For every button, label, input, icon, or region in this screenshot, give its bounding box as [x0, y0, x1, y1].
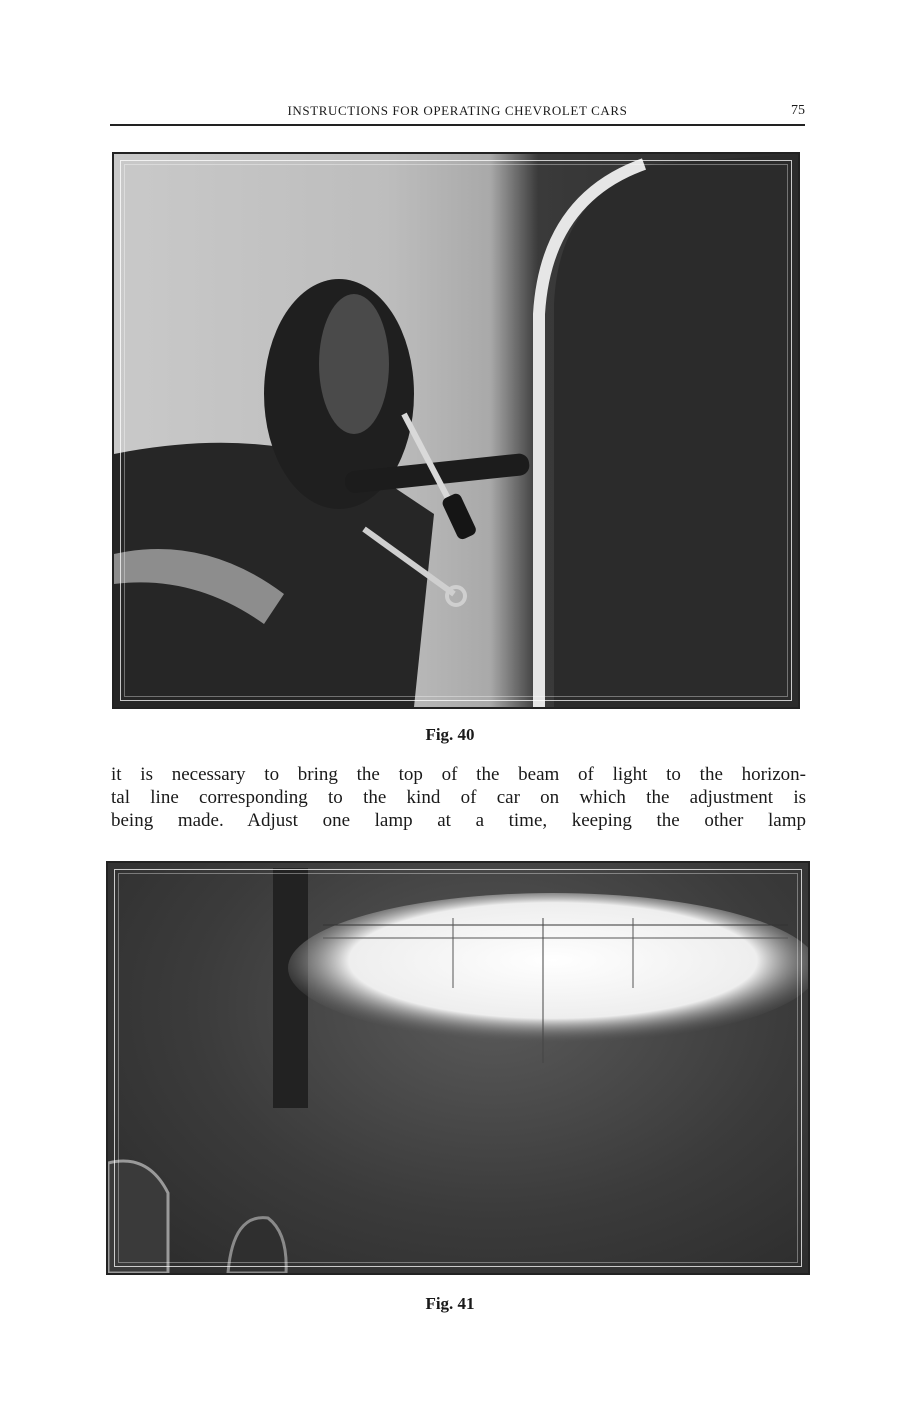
- lamp-rim-right: [228, 1218, 286, 1273]
- beam-illustration: [108, 863, 808, 1273]
- screwdriver-handle: [441, 492, 478, 541]
- body-paragraph: [111, 763, 806, 832]
- header-rule: [110, 124, 805, 126]
- running-header: [110, 103, 805, 125]
- lamp-rim-left: [108, 1161, 168, 1273]
- figure-40-caption: Fig. 40: [425, 725, 475, 744]
- page-number: 75: [791, 103, 805, 118]
- radiator-shell: [554, 154, 798, 707]
- body-line: tal line corresponding to the kind of car on which the adjustment is: [111, 787, 806, 808]
- figure-41-photo: [106, 861, 810, 1275]
- body-line: being made. Adjust one lamp at a time, keeping the other lamp: [111, 810, 806, 831]
- body-line: it is necessary to bring the top of the beam of light to the horizon-: [111, 764, 806, 785]
- wrench-end: [447, 587, 465, 605]
- headlamp-illustration: [114, 154, 798, 707]
- headlamp-reflection: [319, 294, 389, 434]
- light-beam: [288, 893, 808, 1043]
- running-header-title: INSTRUCTIONS FOR OPERATING CHEVROLET CARS: [287, 103, 628, 118]
- figure-41-caption: Fig. 41: [425, 1294, 475, 1313]
- figure-40-photo: [112, 152, 800, 709]
